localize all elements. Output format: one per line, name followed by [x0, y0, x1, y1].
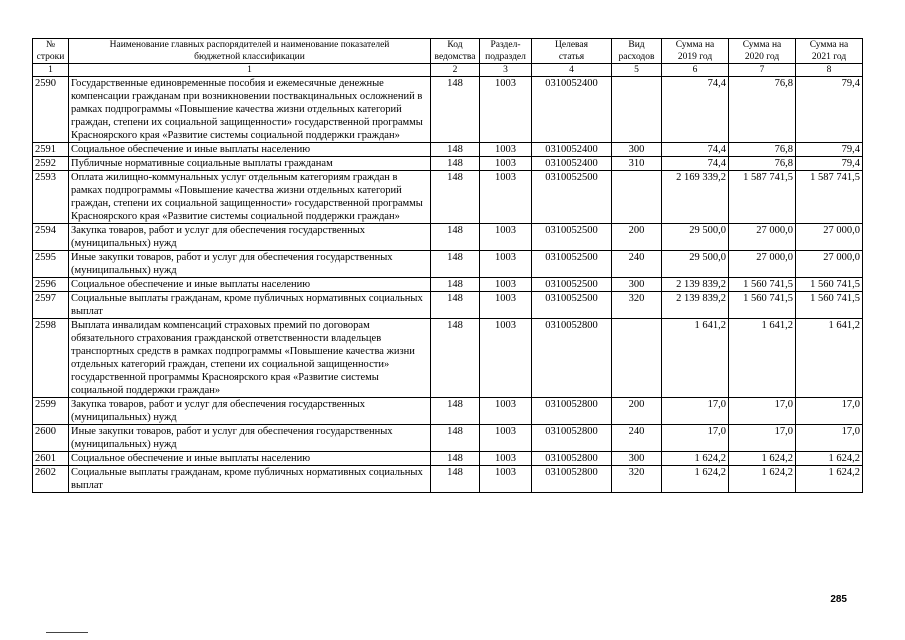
cell-sum-2019: 17,0	[662, 398, 729, 425]
cell-row-number: 2596	[33, 278, 69, 292]
cell-expense-type: 240	[612, 425, 662, 452]
cell-sum-2019: 2 139 839,2	[662, 292, 729, 319]
header-sum-2021: Сумма на 2021 год	[796, 39, 863, 64]
cell-dept-code: 148	[431, 452, 480, 466]
cell-sum-2021: 27 000,0	[796, 224, 863, 251]
cell-expense-type: 300	[612, 143, 662, 157]
cell-name: Закупка товаров, работ и услуг для обеспечения государственных (муниципальных) нужд	[69, 398, 431, 425]
table-row	[33, 452, 863, 466]
cell-target-article: 0310052500	[532, 292, 612, 319]
cell-target-article: 0310052800	[532, 319, 612, 398]
cell-sum-2021: 1 624,2	[796, 466, 863, 493]
cell-dept-code: 148	[431, 143, 480, 157]
cell-sum-2020: 27 000,0	[729, 224, 796, 251]
cell-sum-2019: 29 500,0	[662, 224, 729, 251]
cell-name: Выплата инвалидам компенсаций страховых премий по договорам обязательного страхования гражданской ответственности владельцев транспортных средств в рамках подпрограммы «Повышение качества жизни отдельных категорий граждан, степени их социальной защищенности» государственной программы Красноярского края «Развитие системы социальной поддержки граждан»	[69, 319, 431, 398]
column-index: 3	[480, 64, 532, 77]
cell-row-number: 2601	[33, 452, 69, 466]
cell-section: 1003	[480, 143, 532, 157]
cell-sum-2020: 1 560 741,5	[729, 278, 796, 292]
table-row	[33, 425, 863, 452]
cell-dept-code: 148	[431, 251, 480, 278]
cell-dept-code: 148	[431, 398, 480, 425]
cell-sum-2019: 17,0	[662, 425, 729, 452]
cell-dept-code: 148	[431, 77, 480, 143]
cell-name: Закупка товаров, работ и услуг для обеспечения государственных (муниципальных) нужд	[69, 224, 431, 251]
header-expense-type: Вид расходов	[612, 39, 662, 64]
table-row	[33, 77, 863, 143]
cell-dept-code: 148	[431, 278, 480, 292]
cell-sum-2021: 1 560 741,5	[796, 278, 863, 292]
cell-expense-type: 320	[612, 466, 662, 493]
cell-expense-type: 200	[612, 398, 662, 425]
table-row	[33, 319, 863, 398]
cell-target-article: 0310052400	[532, 157, 612, 171]
budget-table	[32, 38, 863, 493]
cell-sum-2019: 74,4	[662, 157, 729, 171]
cell-sum-2019: 1 641,2	[662, 319, 729, 398]
cell-name: Публичные нормативные социальные выплаты гражданам	[69, 157, 431, 171]
table-row	[33, 171, 863, 224]
column-index: 4	[532, 64, 612, 77]
column-index: 5	[612, 64, 662, 77]
cell-section: 1003	[480, 466, 532, 493]
table-row	[33, 466, 863, 493]
cell-section: 1003	[480, 157, 532, 171]
cell-section: 1003	[480, 452, 532, 466]
cell-name: Социальные выплаты гражданам, кроме публичных нормативных социальных выплат	[69, 292, 431, 319]
header-row-number: № строки	[33, 39, 69, 64]
cell-name: Социальное обеспечение и иные выплаты населению	[69, 143, 431, 157]
header-target-article: Целевая статья	[532, 39, 612, 64]
cell-section: 1003	[480, 251, 532, 278]
cell-sum-2019: 74,4	[662, 77, 729, 143]
table-row	[33, 398, 863, 425]
cell-target-article: 0310052800	[532, 466, 612, 493]
cell-row-number: 2592	[33, 157, 69, 171]
cell-sum-2021: 79,4	[796, 77, 863, 143]
cell-target-article: 0310052800	[532, 425, 612, 452]
cell-expense-type	[612, 319, 662, 398]
cell-name: Социальное обеспечение и иные выплаты населению	[69, 452, 431, 466]
cell-name: Иные закупки товаров, работ и услуг для обеспечения государственных (муниципальных) нужд	[69, 251, 431, 278]
cell-name: Оплата жилищно-коммунальных услуг отдельным категориям граждан в рамках подпрограммы «Повышение качества жизни отдельных категорий граждан, степени их социальной защищенности» государственной программы Красноярского края «Развитие системы социальной поддержки граждан»	[69, 171, 431, 224]
cell-section: 1003	[480, 398, 532, 425]
cell-sum-2019: 2 139 839,2	[662, 278, 729, 292]
cell-dept-code: 148	[431, 171, 480, 224]
cell-row-number: 2597	[33, 292, 69, 319]
table-row	[33, 278, 863, 292]
cell-name: Социальные выплаты гражданам, кроме публичных нормативных социальных выплат	[69, 466, 431, 493]
header-row	[33, 39, 863, 64]
cell-sum-2021: 1 641,2	[796, 319, 863, 398]
cell-sum-2019: 2 169 339,2	[662, 171, 729, 224]
cell-row-number: 2591	[33, 143, 69, 157]
cell-expense-type: 310	[612, 157, 662, 171]
cell-sum-2019: 1 624,2	[662, 466, 729, 493]
cell-target-article: 0310052500	[532, 224, 612, 251]
cell-section: 1003	[480, 278, 532, 292]
cell-dept-code: 148	[431, 466, 480, 493]
cell-sum-2020: 1 587 741,5	[729, 171, 796, 224]
cell-name: Иные закупки товаров, работ и услуг для обеспечения государственных (муниципальных) нужд	[69, 425, 431, 452]
column-index: 7	[729, 64, 796, 77]
cell-sum-2020: 17,0	[729, 398, 796, 425]
cell-section: 1003	[480, 77, 532, 143]
header-sum-2020: Сумма на 2020 год	[729, 39, 796, 64]
table-row	[33, 251, 863, 278]
cell-sum-2021: 1 587 741,5	[796, 171, 863, 224]
cell-target-article: 0310052400	[532, 77, 612, 143]
cell-sum-2021: 1 624,2	[796, 452, 863, 466]
cell-row-number: 2595	[33, 251, 69, 278]
table-body	[33, 77, 863, 493]
table-row	[33, 292, 863, 319]
cell-expense-type: 200	[612, 224, 662, 251]
cell-row-number: 2600	[33, 425, 69, 452]
column-index: 8	[796, 64, 863, 77]
cell-expense-type: 300	[612, 452, 662, 466]
cell-row-number: 2599	[33, 398, 69, 425]
table-row	[33, 157, 863, 171]
cell-sum-2019: 1 624,2	[662, 452, 729, 466]
column-index: 1	[69, 64, 431, 77]
cell-sum-2020: 1 624,2	[729, 466, 796, 493]
cell-name: Социальное обеспечение и иные выплаты населению	[69, 278, 431, 292]
cell-section: 1003	[480, 171, 532, 224]
cell-expense-type	[612, 77, 662, 143]
cell-sum-2020: 27 000,0	[729, 251, 796, 278]
cell-dept-code: 148	[431, 425, 480, 452]
cell-target-article: 0310052400	[532, 143, 612, 157]
cell-row-number: 2598	[33, 319, 69, 398]
cell-row-number: 2593	[33, 171, 69, 224]
header-name: Наименование главных распорядителей и наименование показателей бюджетной классификации	[69, 39, 431, 64]
cell-section: 1003	[480, 319, 532, 398]
cell-expense-type	[612, 171, 662, 224]
cell-expense-type: 240	[612, 251, 662, 278]
cell-target-article: 0310052800	[532, 398, 612, 425]
table-row	[33, 143, 863, 157]
header-sum-2019: Сумма на 2019 год	[662, 39, 729, 64]
cell-dept-code: 148	[431, 292, 480, 319]
cell-sum-2020: 1 560 741,5	[729, 292, 796, 319]
cell-sum-2021: 79,4	[796, 143, 863, 157]
cell-row-number: 2594	[33, 224, 69, 251]
cell-sum-2021: 27 000,0	[796, 251, 863, 278]
cell-sum-2020: 76,8	[729, 143, 796, 157]
cell-row-number: 2590	[33, 77, 69, 143]
cell-name: Государственные единовременные пособия и ежемесячные денежные компенсации гражданам при возникновении поствакцинальных осложнений в рамках подпрограммы «Повышение качества жизни отдельных категорий граждан, степени их социальной защищенности» государственной программы Красноярского края «Развитие системы социальной поддержки граждан»	[69, 77, 431, 143]
cell-sum-2021: 1 560 741,5	[796, 292, 863, 319]
cell-sum-2020: 76,8	[729, 157, 796, 171]
cell-dept-code: 148	[431, 224, 480, 251]
cell-expense-type: 300	[612, 278, 662, 292]
cell-expense-type: 320	[612, 292, 662, 319]
cell-dept-code: 148	[431, 319, 480, 398]
cell-target-article: 0310052500	[532, 278, 612, 292]
cell-sum-2021: 17,0	[796, 425, 863, 452]
cell-dept-code: 148	[431, 157, 480, 171]
cell-sum-2020: 1 641,2	[729, 319, 796, 398]
cell-target-article: 0310052800	[532, 452, 612, 466]
cell-sum-2019: 29 500,0	[662, 251, 729, 278]
cell-section: 1003	[480, 425, 532, 452]
table-row	[33, 224, 863, 251]
cell-sum-2021: 17,0	[796, 398, 863, 425]
cell-sum-2020: 1 624,2	[729, 452, 796, 466]
cell-section: 1003	[480, 292, 532, 319]
column-index: 2	[431, 64, 480, 77]
header-section: Раздел- подраздел	[480, 39, 532, 64]
column-index: 1	[33, 64, 69, 77]
scan-mark-line	[46, 632, 88, 633]
cell-target-article: 0310052500	[532, 251, 612, 278]
cell-section: 1003	[480, 224, 532, 251]
cell-sum-2020: 76,8	[729, 77, 796, 143]
cell-sum-2020: 17,0	[729, 425, 796, 452]
cell-row-number: 2602	[33, 466, 69, 493]
cell-sum-2021: 79,4	[796, 157, 863, 171]
header-dept-code: Код ведомства	[431, 39, 480, 64]
cell-sum-2019: 74,4	[662, 143, 729, 157]
page-number: 285	[830, 594, 847, 605]
cell-target-article: 0310052500	[532, 171, 612, 224]
column-index-row	[33, 64, 863, 77]
column-index: 6	[662, 64, 729, 77]
